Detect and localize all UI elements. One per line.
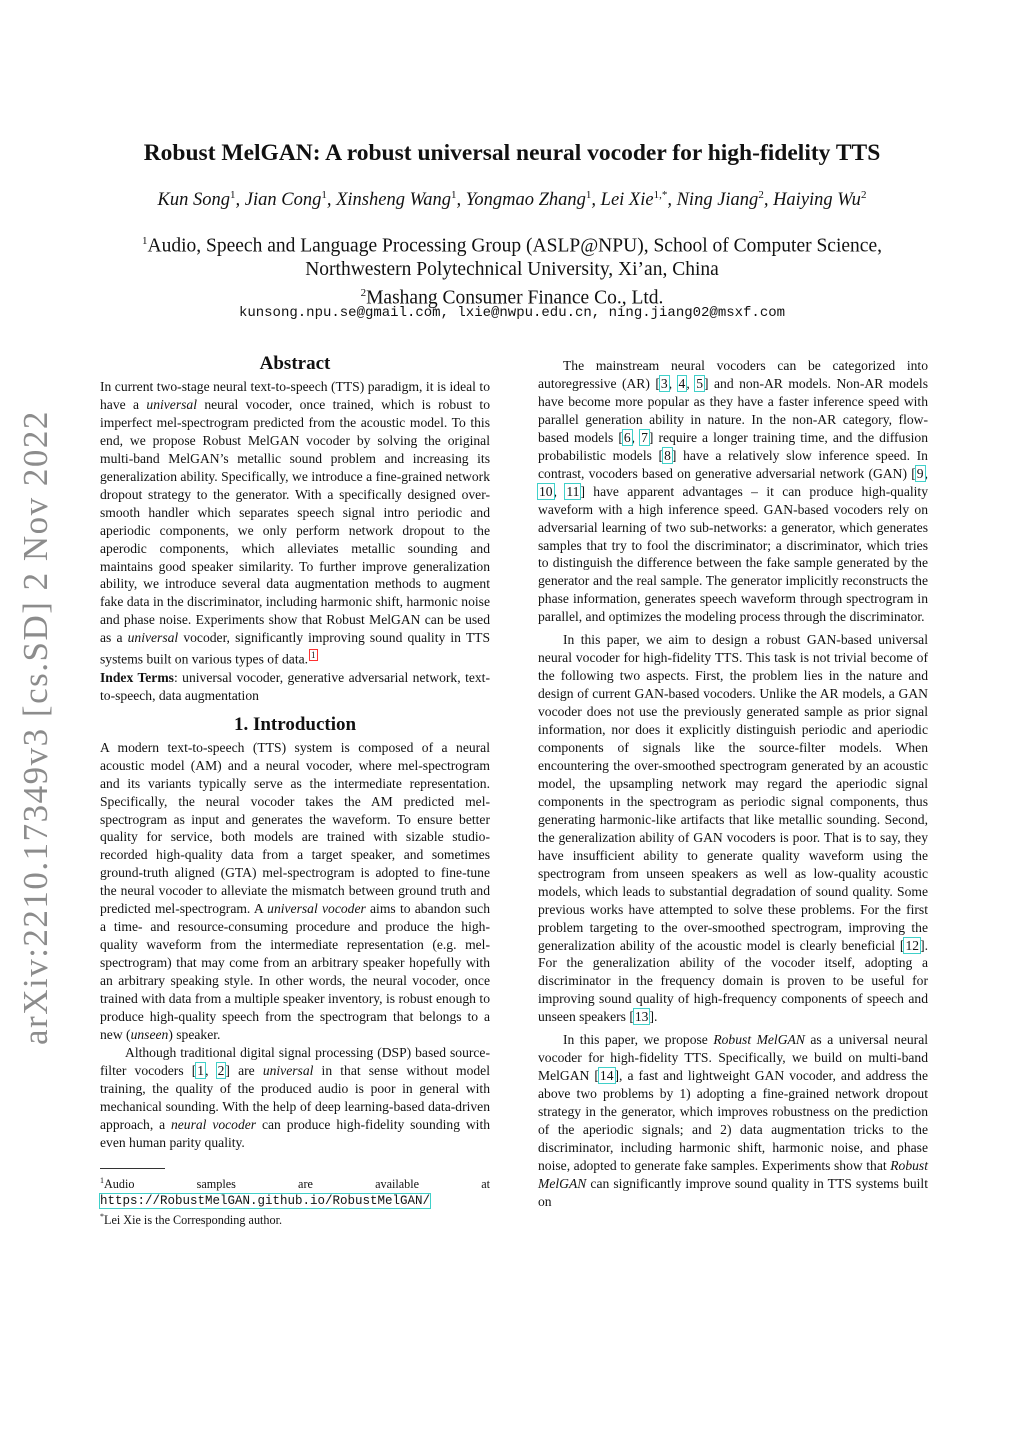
- author-name: Kun Song$^1$: [157, 189, 236, 211]
- citation-link[interactable]: 1: [197, 1062, 205, 1078]
- citation-link[interactable]: 9: [916, 465, 924, 481]
- citation-link[interactable]: 13: [634, 1009, 649, 1025]
- paper-title: Robust MelGAN: A robust universal neural vocoder for high-fidelity TTS: [143, 140, 881, 166]
- left-column: [100, 350, 490, 1280]
- affiliation-1-line-1: $^1$Audio, Speech and Language Processing Group (ASLP@NPU), School of Computer Science,: [142, 235, 882, 257]
- affiliations: [0, 230, 1024, 310]
- audio-samples-link[interactable]: https://RobustMelGAN.github.io/RobustMelGAN/: [100, 1193, 431, 1208]
- citation-link[interactable]: 6: [623, 429, 631, 445]
- author-emails: kunsong.npu.se@gmail.com, lxie@nwpu.edu.cn, ning.jiang02@msxf.com: [238, 305, 786, 321]
- author-name: Haiying Wu$^2$: [773, 189, 867, 211]
- citation-link[interactable]: 11: [566, 483, 580, 499]
- author-name: Yongmao Zhang$^1$: [465, 189, 592, 211]
- author-list: Kun Song$^1$, Jian Cong$^1$, Xinsheng Wang$^1$, Yongmao Zhang$^1$, Lei Xie$^{1,*}$, Ning Jiang$^2$, Haiying Wu$^2$: [157, 189, 867, 211]
- affiliation-2: $^2$Mashang Consumer Finance Co., Ltd.: [360, 286, 664, 308]
- intro-paragraph-4: In this paper, we aim to design a robust GAN-based universal neural vocoder for high-fidelity TTS. This task is not trivial become of the following two aspects. First, the problem lies in the nature and design of current GAN-based vocoders. Unlike the AR models, a GAN vocoder does not use the previously generated sample as prior signal information, nor does it explicitly distinguish periodic and aperiodic components of signals like the source-filter models. When encountering the over-smoothed spectrogram generated by an acoustic model, the upsampling network may regard the aperiodic signal components in the spectrogram as periodic signal components, thus generating harmonic-like artifacts that like metallic sounding. Second, the generalization ability of GAN vocoders is poor. That is to say, they have insufficient ability to generate quality waveform using the spectrogram from unseen speakers as well as low-quality acoustic models, which leads to substantial degradation of sound quality. Some previous works have attempted to solve these problems. For the first problem targeting to the over-smoothed spectrogram, improving the generalization ability of the acoustic model is clearly beneficial [12]. For the generalization ability of the vocoder itself, adopting a discriminator in the frequency domain is proven to be useful for improving sound quality of high-frequency components of speech and unseen speakers [13].: [538, 632, 928, 1025]
- citation-link[interactable]: 7: [641, 429, 648, 445]
- intro-paragraph-1: A modern text-to-speech (TTS) system is composed of a neural acoustic model (AM) and a neural vocoder, where mel-spectrogram and its variants typically serve as the intermediate representation. Specifically, the neural vocoder takes the AM predicted mel-spectrogram as input and generates the waveform. To ensure better quality for service, both models are trained with sizable studio-recorded high-quality data from a target speaker, and sometimes ground-truth aligned (GTA) mel-spectrogram is adopted to fine-tune the neural vocoder to alleviate the mismatch between ground truth and predicted mel-spectrogram. A universal vocoder aims to abandon such a time- and resource-consuming procedure and produce the high-quality waveform from the intermediate representation (e.g. mel-spectrogram) that may come from an arbitrary speaker hopefully with an arbitrary speaking style. In other words, the neural vocoder, once trained with data from a multiple speaker inventory, is robust enough to produce high-quality speech from the spectrogram that belongs to a new (unseen) speaker.: [100, 739, 490, 1042]
- abstract-heading: Abstract: [259, 353, 331, 374]
- arxiv-side-identifier: arXiv:2210.17349v3 [cs.SD] 2 Nov 2022: [16, 410, 55, 1045]
- footnote-rule: [100, 1168, 165, 1169]
- index-terms-label: Index Terms: [100, 669, 174, 685]
- citation-link[interactable]: 2: [217, 1062, 225, 1078]
- index-terms: [100, 669, 490, 705]
- author-name: Jian Cong$^1$: [244, 189, 327, 211]
- citation-link[interactable]: 8: [664, 447, 671, 463]
- citation-link[interactable]: 12: [905, 937, 920, 953]
- citation-link[interactable]: 5: [696, 375, 703, 391]
- citation-link[interactable]: 4: [678, 375, 686, 391]
- affiliation-1-line-2: Northwestern Polytechnical University, Xi’an, China: [305, 259, 719, 280]
- abstract-text: In current two-stage neural text-to-speech (TTS) paradigm, it is ideal to have a universal neural vocoder, once trained, which is robust to imperfect mel-spectrogram predicted from the acoustic model. To this end, we propose Robust MelGAN vocoder by solving the original multi-band MelGAN’s metallic sound problem and increasing its generalization ability. Specifically, we introduce a fine-grained network dropout strategy to the generator. With a specifically designed over-smooth handler which separates speech signal intro periodic and aperiodic components, we only perform network dropout to the aperodic components, which alleviates metallic sounding and maintains good speaker similarity. To further improve generalization ability, we introduce several data augmentation methods to augment fake data in the discriminator, including harmonic shift, harmonic noise and phase noise. Experiments show that Robust MelGAN can be used as a universal vocoder, significantly improving sound quality in TTS systems built on various types of data. $^1$: [100, 379, 491, 667]
- intro-paragraph-5: In this paper, we propose Robust MelGAN as a universal neural vocoder for high-fidelity TTS. Specifically, we build on multi-band MelGAN [14], a fast and lightweight GAN vocoder, and address the above two problems by 1) adopting a fine-grained network dropout strategy in the generator, which improves robustness on the prediction of the aperiodic signals; and 2) data augmentation tricks to the discriminator, including harmonic shift, harmonic noise, and phase noise, adopted to generate fake samples. Experiments show that Robust MelGAN can significantly improve sound quality in TTS systems built on: [538, 1032, 929, 1209]
- author-name: Xinsheng Wang$^1$: [336, 189, 457, 211]
- intro-heading: 1. Introduction: [233, 713, 357, 735]
- footnote-1: $^1$Audio samples are available at https://RobustMelGAN.github.io/RobustMelGAN/: [100, 1175, 490, 1208]
- footnote-marker[interactable]: 1: [311, 650, 316, 661]
- index-terms-text: : universal vocoder, generative adversarial network, text-to-speech, data augmentation: [100, 669, 490, 703]
- intro-paragraph-3: The mainstream neural vocoders can be categorized into autoregressive (AR) [3, 4, 5] and non-AR models. Non-AR models have become more popular as they have a faster inference speed with parallel generation ability in nature. In the non-AR category, flow-based models [6, 7] require a longer training time, and the diffusion probabilistic models [8] have a relatively slow inference speed. In contrast, vocoders based on generative adversarial network (GAN) [9, 10, 11] have apparent advantages – it can produce high-quality waveform with a high inference speed. GAN-based vocoders rely on adversarial learning of two sub-networks: a generator, which generates samples that try to fool the discriminator; a discriminator, which tries to distinguish the difference between the fake sample generated by the generator and the real sample. The generator implicitly reconstructs the phase information, generates speech waveform through spectrogram in parallel, and optimizes the modeling process through the discriminator.: [538, 358, 929, 625]
- right-column: [538, 357, 928, 1287]
- citation-link[interactable]: 10: [539, 483, 553, 499]
- author-name: Lei Xie$^{1,*}$: [600, 189, 668, 211]
- citation-link[interactable]: 14: [599, 1068, 614, 1084]
- footnote-2: *Lei Xie is the Corresponding author.: [100, 1211, 283, 1227]
- citation-link[interactable]: 3: [660, 375, 668, 391]
- author-name: Ning Jiang$^2$: [676, 189, 764, 211]
- intro-paragraph-2: Although traditional digital signal processing (DSP) based source-filter vocoders [1, 2] are universal in that sense without model training, the quality of the produced audio is poor in general with mechanical sounding. With the help of deep learning-based data-driven approach, a neural vocoder can produce high-fidelity sounding with even human parity quality.: [100, 1044, 491, 1150]
